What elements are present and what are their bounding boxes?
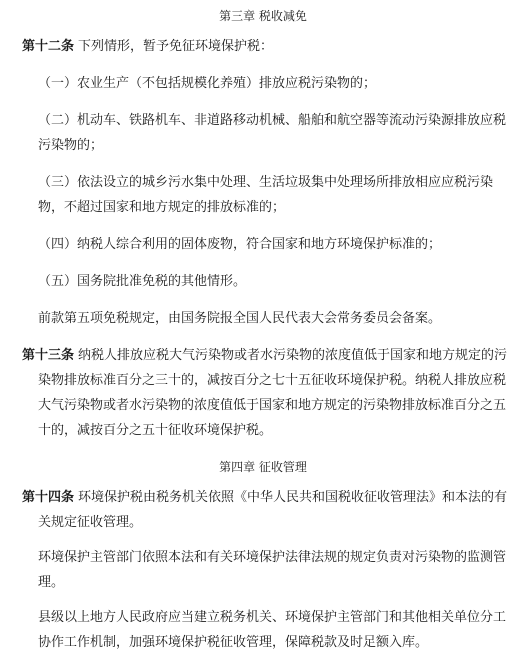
article-12-item-1: （一）农业生产（不包括规模化养殖）排放应税污染物的； [38, 76, 377, 91]
chapter-3-title: 第三章 税收减免 [219, 9, 307, 23]
article-12-heading: 第十二条 [22, 39, 75, 54]
article-12-intro [22, 34, 512, 59]
article-12-item-5: （五）国务院批准免税的其他情形。 [38, 274, 247, 289]
article-13-paragraph [22, 343, 512, 443]
article-12-intro-text: 下列情形，暂予免征环境保护税： [78, 39, 274, 54]
chapter-4-title: 第四章 征收管理 [219, 460, 307, 474]
article-13-text: 纳税人排放应税大气污染物或者水污染物的浓度值低于国家和地方规定的污染物排放标准百分之三十的，减按百分之七十五征收环境保护税。纳税人排放应税大气污染物或者水污染物的浓度值低于国家和地方规定的污染物排放标准百分之五十的，减按百分之五十征收环境保护税。 [38, 348, 508, 438]
article-14-paragraph-3: 县级以上地方人民政府应当建立税务机关、环境保护主管部门和其他相关单位分工协作工作机制，加强环境保护税征收管理，保障税款及时足额入库。 [38, 610, 507, 650]
document-page [0, 8, 526, 650]
article-12-item-4: （四）纳税人综合利用的固体废物，符合国家和地方环境保护标准的； [38, 237, 442, 252]
article-12-item-3: （三）依法设立的城乡污水集中处理、生活垃圾集中处理场所排放相应应税污染物，不超过国家和地方规定的排放标准的； [38, 175, 494, 215]
article-12-item-2: （二）机动车、铁路机车、非道路移动机械、船舶和航空器等流动污染源排放应税污染物的； [38, 113, 507, 153]
article-14-heading: 第十四条 [22, 490, 75, 505]
article-12-note: 前款第五项免税规定，由国务院报全国人民代表大会常务委员会备案。 [38, 311, 442, 326]
article-13-heading: 第十三条 [22, 348, 75, 363]
article-14-paragraph-2: 环境保护主管部门依照本法和有关环境保护法律法规的规定负责对污染物的监测管理。 [38, 550, 507, 590]
article-14-paragraph [22, 485, 512, 535]
article-14-text: 环境保护税由税务机关依照《中华人民共和国税收征收管理法》和本法的有关规定征收管理。 [38, 490, 508, 530]
